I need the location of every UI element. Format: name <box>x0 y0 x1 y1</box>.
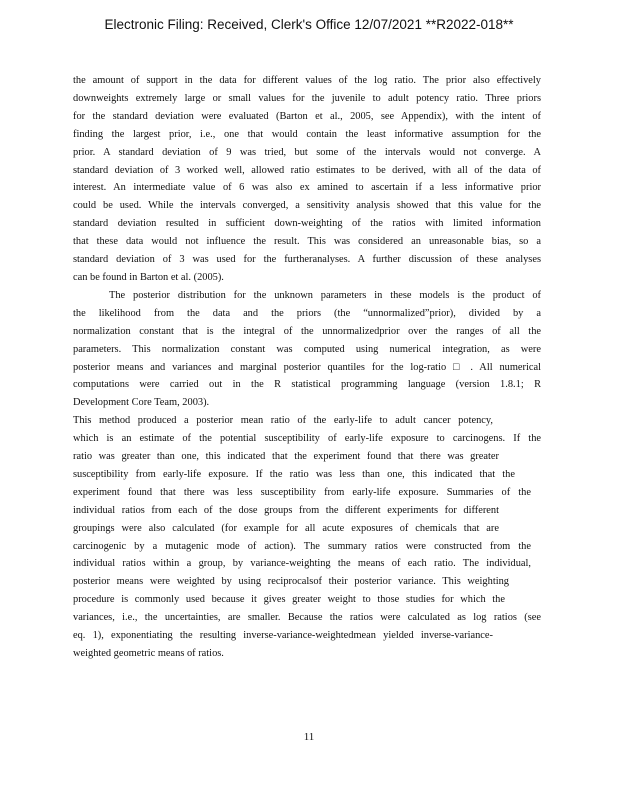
text-line: standard deviation of 3 was used for the furtheranalyses. A further discussion of these analyses <box>73 254 541 266</box>
text-line: the likelihood from the data and the priors (the “unnormalized”prior), divided by a <box>73 307 541 319</box>
text-line: downweights extremely large or small values for the juvenile to adult potency ratio. Three priors <box>73 92 541 104</box>
text-line: parameters. This normalization constant was computed using numerical integration, as were <box>73 343 541 355</box>
text-line: weighted geometric means of ratios. <box>73 648 224 659</box>
text-line: posterior means were weighted by using reciprocalsof their posterior variance. This weighting <box>73 576 509 588</box>
text-line: prior. A standard deviation of 9 was tried, but some of the intervals would not converge. A <box>73 146 541 158</box>
text-line: normalization constant that is the integral of the unnormalizedprior over the ranges of all the <box>73 325 541 337</box>
text-line: individual ratios within a group, by variance-weighting the means of each ratio. The individual, <box>73 558 531 570</box>
paragraph-start-line: The posterior distribution for the unknown parameters in these models is the product of <box>109 289 541 301</box>
text-line: posterior means and variances and marginal posterior quantiles for the log-ratio □ . All numerical <box>73 361 541 373</box>
text-line: which is an estimate of the potential susceptibility of early-life exposure to carcinogens. If the <box>73 433 541 445</box>
text-line: finding the largest prior, i.e., one that would contain the least informative assumption for the <box>73 128 541 140</box>
filing-header: Electronic Filing: Received, Clerk's Office 12/07/2021 **R2022-018** <box>104 17 514 32</box>
text-line: susceptibility from early-life exposure. If the ratio was less than one, this indicated that the <box>73 468 515 480</box>
text-line: carcinogenic by a mutagenic mode of action). The summary ratios were constructed from the <box>73 540 531 552</box>
text-line: interest. An intermediate value of 6 was also ex amined to ascertain if a less informative prior <box>73 182 541 194</box>
text-line: procedure is commonly used because it gives greater weight to those studies for which the <box>73 594 505 606</box>
text-line: can be found in Barton et al. (2005). <box>73 271 224 283</box>
text-line: that these data would not influence the result. This was considered an unreasonable bias, so a <box>73 236 541 248</box>
text-line: experiment found that there was less susceptibility from early-life exposure. Summaries of the <box>73 486 531 498</box>
page-number: 11 <box>303 731 315 743</box>
paragraph-start-line: This method produced a posterior mean ratio of the early-life to adult cancer potency, <box>73 415 493 427</box>
text-line: variances, i.e., the uncertainties, are smaller. Because the ratios were calculated as log ratios (see <box>73 612 541 624</box>
text-line: eq. 1), exponentiating the resulting inverse-variance-weightedmean yielded inverse-variance- <box>73 630 493 642</box>
text-line: ratio was greater than one, this indicated that the experiment found that there was greater <box>73 451 499 463</box>
text-line: Development Core Team, 2003). <box>73 397 210 409</box>
text-line: the amount of support in the data for different values of the log ratio. The prior also effectively <box>73 75 541 86</box>
text-line: individual ratios from each of the dose groups from the different experiments for different <box>73 504 499 516</box>
text-line: standard deviation of 3 worked well, allowed ratio estimates to be derived, with all of the data of <box>73 164 541 176</box>
text-line: standard deviation resulted in sufficient down-weighting of the ratios with limited information <box>73 218 541 230</box>
text-line: groupings were also calculated (for example for all acute exposures of chemicals that are <box>73 522 499 534</box>
text-line: computations were carried out in the R statistical programming language (version 1.8.1; R <box>73 379 541 391</box>
text-line: could be used. While the intervals converged, a sensitivity analysis showed that this value for the <box>73 200 541 212</box>
text-line: for the standard deviation were evaluated (Barton et al., 2005, see Appendix), with the intent of <box>73 110 541 122</box>
body-text <box>73 72 541 663</box>
